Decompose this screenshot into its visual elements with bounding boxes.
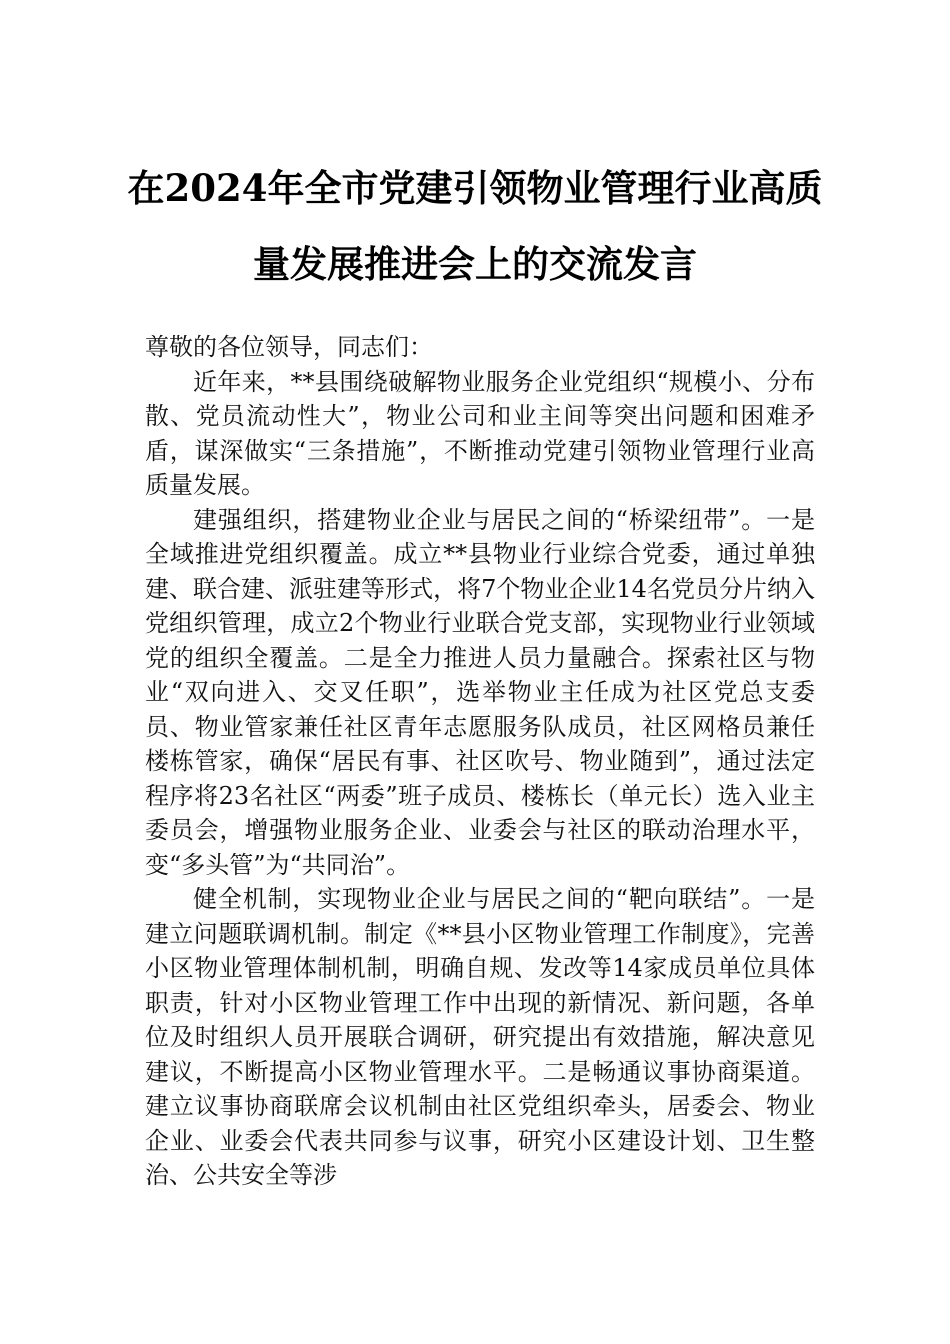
paragraph-mechanism: 健全机制，实现物业企业与居民之间的“靶向联结”。一是建立问题联调机制。制定《**县小区物业管理工作制度》，完善小区物业管理体制机制，明确自规、发改等14家成员单位具体职责，针对小区物业管理工作中出现的新情况、新问题，各单位及时组织人员开展联合调研，研究提出有效措施，解决意见建议，不断提高小区物业管理水平。二是畅通议事协商渠道。建立议事协商联席会议机制由社区党组织牵头，居委会、物业企业、业委会代表共同参与议事，研究小区建设计划、卫生整治、公共安全等涉 bbox=[145, 885, 815, 1189]
document-title bbox=[0, 160, 950, 292]
title-line-1: 在2024年全市党建引领物业管理行业高质 bbox=[127, 166, 823, 210]
paragraph-organization: 建强组织，搭建物业企业与居民之间的“桥梁纽带”。一是全域推进党组织覆盖。成立**县物业行业综合党委，通过单独建、联合建、派驻建等形式，将7个物业企业14名党员分片纳入党组织管理，成立2个物业行业联合党支部，实现物业行业领域党的组织全覆盖。二是全力推进人员力量融合。探索社区与物业“双向进入、交叉任职”，选举物业主任成为社区党总支委员、物业管家兼任社区青年志愿服务队成员，社区网格员兼任楼栋管家，确保“居民有事、社区吹号、物业随到”，通过法定程序将23名社区“两委”班子成员、楼栋长（单元长）选入业主委员会，增强物业服务企业、业委会与社区的联动治理水平，变“多头管”为“共同治”。 bbox=[145, 505, 815, 879]
salutation: 尊敬的各位领导，同志们： bbox=[145, 333, 433, 361]
title-line-2: 量发展推进会上的交流发言 bbox=[253, 242, 697, 286]
paragraph-intro: 近年来，**县围绕破解物业服务企业党组织“规模小、分布散、党员流动性大”，物业公司和业主间等突出问题和困难矛盾，谋深做实“三条措施”，不断推动党建引领物业管理行业高质量发展。 bbox=[145, 367, 815, 499]
document-body bbox=[145, 330, 815, 1193]
